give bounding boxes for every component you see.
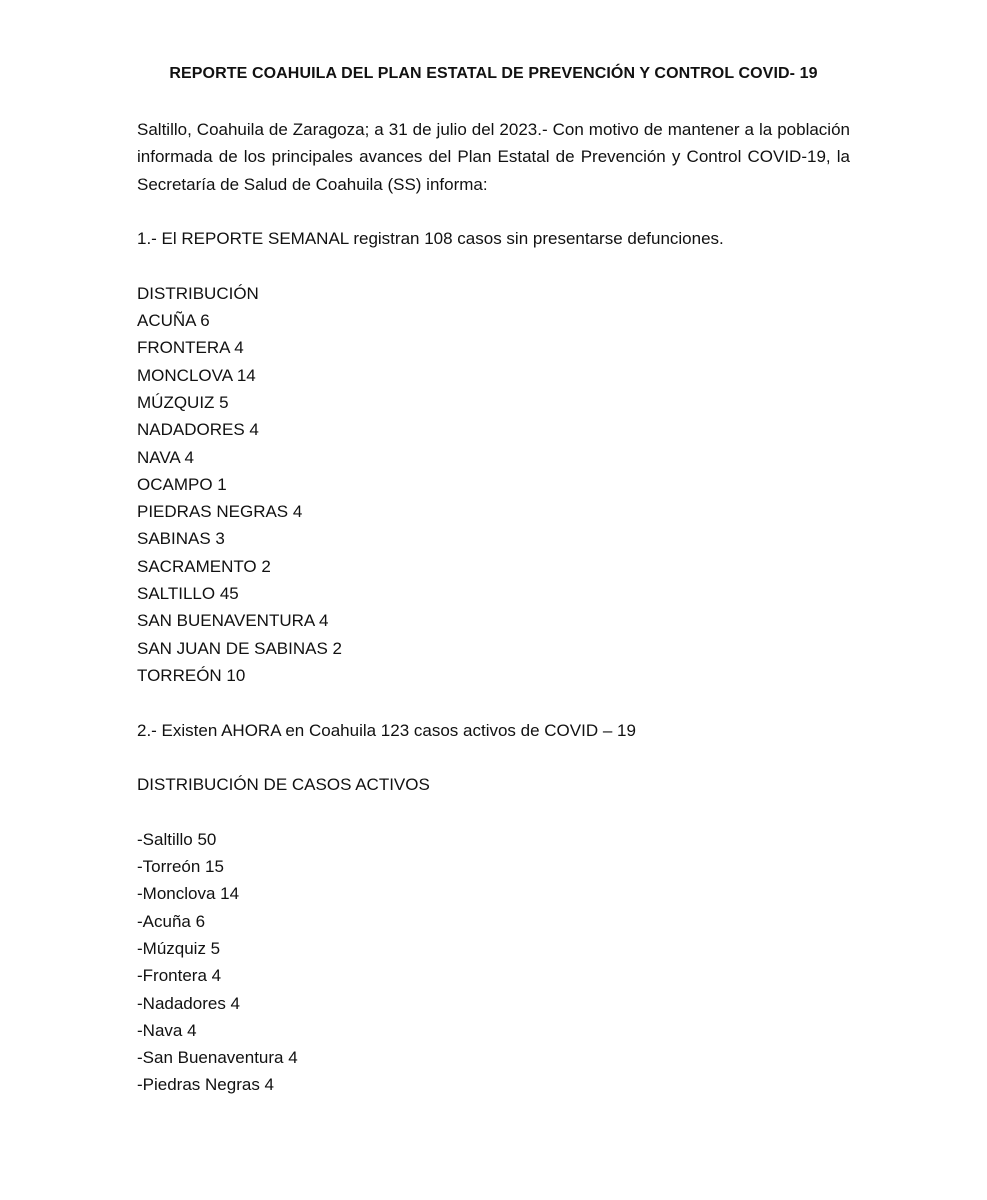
list-item: -Monclova 14 xyxy=(137,884,240,904)
list-item: NADADORES 4 xyxy=(137,420,259,440)
list-item: -Nava 4 xyxy=(137,1020,197,1040)
active-cases-heading: DISTRIBUCIÓN DE CASOS ACTIVOS xyxy=(137,775,430,795)
list-item: SAN JUAN DE SABINAS 2 xyxy=(137,638,343,658)
spacer xyxy=(137,689,850,716)
list-item: ACUÑA 6 xyxy=(137,311,210,331)
list-item: SABINAS 3 xyxy=(137,529,225,549)
list-item: -Piedras Negras 4 xyxy=(137,1075,275,1095)
spacer xyxy=(137,744,850,771)
list-item: -Frontera 4 xyxy=(137,966,222,986)
spacer xyxy=(137,252,850,279)
document-body xyxy=(137,116,850,1099)
list-item: -Nadadores 4 xyxy=(137,993,241,1013)
list-item: FRONTERA 4 xyxy=(137,338,244,358)
list-item: MÚZQUIZ 5 xyxy=(137,392,229,412)
list-item: -Acuña 6 xyxy=(137,911,206,931)
document-title: REPORTE COAHUILA DEL PLAN ESTATAL DE PREVENCIÓN Y CONTROL COVID- 19 xyxy=(169,65,818,82)
list-item: -Torreón 15 xyxy=(137,857,224,877)
point-1-text: 1.- El REPORTE SEMANAL registran 108 casos sin presentarse defunciones. xyxy=(137,229,724,249)
distribution-heading: DISTRIBUCIÓN xyxy=(137,283,259,303)
list-item: SALTILLO 45 xyxy=(137,584,239,604)
spacer xyxy=(137,198,850,225)
list-item: NAVA 4 xyxy=(137,447,195,467)
active-cases-list xyxy=(137,826,850,1099)
list-item: OCAMPO 1 xyxy=(137,474,227,494)
distribution-list xyxy=(137,307,850,689)
list-item: SACRAMENTO 2 xyxy=(137,556,271,576)
spacer xyxy=(137,798,850,825)
list-item: TORREÓN 10 xyxy=(137,665,246,685)
list-item: MONCLOVA 14 xyxy=(137,365,256,385)
list-item: -San Buenaventura 4 xyxy=(137,1048,298,1068)
list-item: SAN BUENAVENTURA 4 xyxy=(137,611,329,631)
list-item: -Saltillo 50 xyxy=(137,829,217,849)
list-item: PIEDRAS NEGRAS 4 xyxy=(137,502,303,522)
intro-paragraph: Saltillo, Coahuila de Zaragoza; a 31 de julio del 2023.- Con motivo de mantener a la población informada de los principales avances del Plan Estatal de Prevención y Control COVID-19, la Secretaría de Salud de Coahuila (SS) informa: xyxy=(137,120,850,194)
point-2-text: 2.- Existen AHORA en Coahuila 123 casos activos de COVID – 19 xyxy=(137,720,636,740)
list-item: -Múzquiz 5 xyxy=(137,938,221,958)
